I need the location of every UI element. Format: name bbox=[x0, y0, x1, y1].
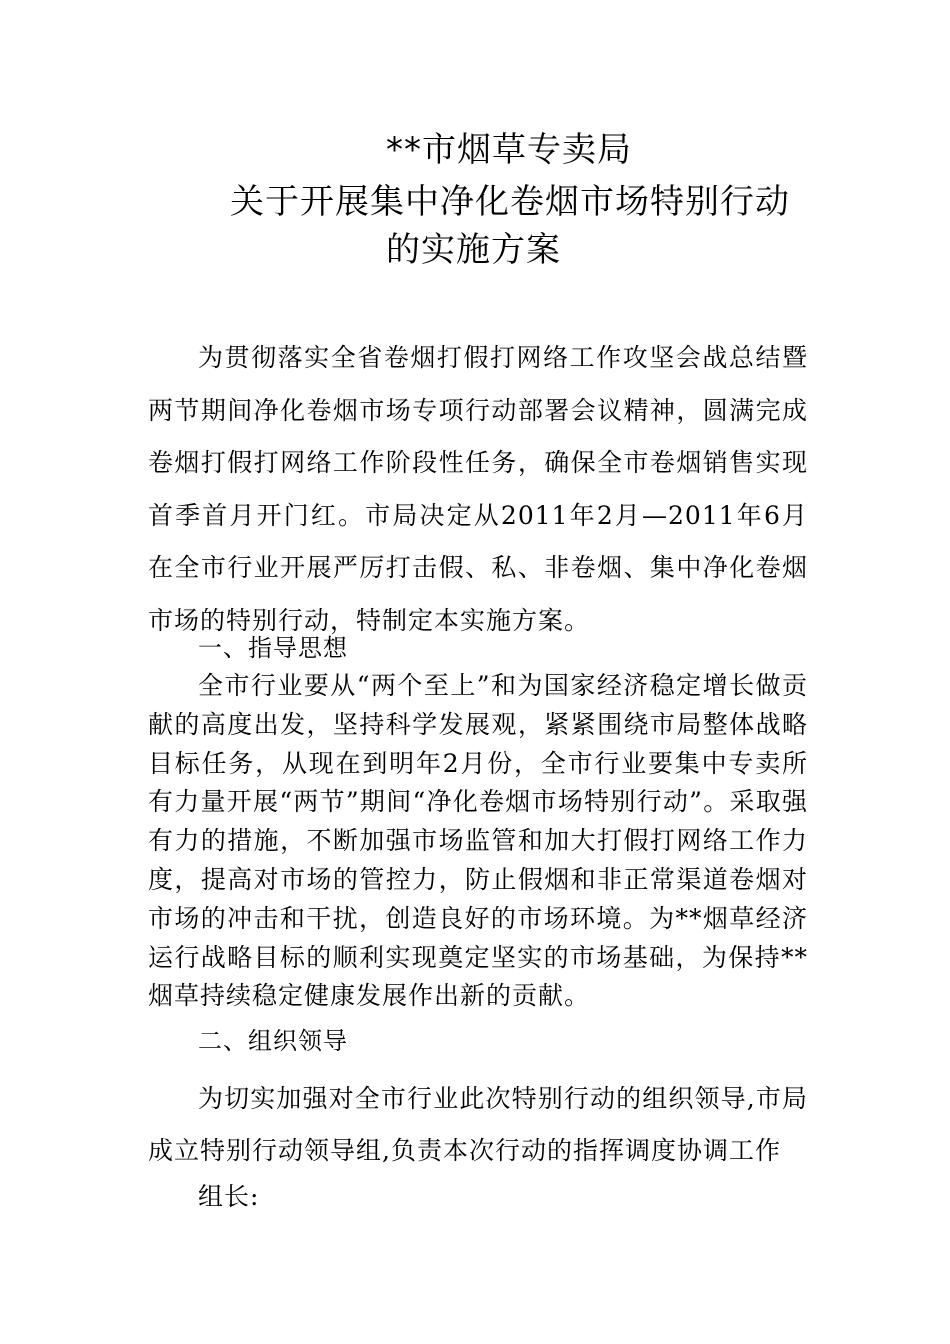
document-title-line-2: 关于开展集中净化卷烟市场特别行动 bbox=[230, 182, 790, 222]
group-leader-label: 组长: bbox=[198, 1182, 260, 1211]
section-body-guiding-thought: 全市行业要从“两个至上”和为国家经济稳定增长做贡献的高度出发，坚持科学发展观，紧紧围绕市局整体战略目标任务，从现在到明年2月份，全市行业要集中专卖所有力量开展“两节”期间“净化卷烟市场特别行动”。采取强有力的措施，不断加强市场监管和加大打假打网络工作力度，提高对市场的管控力，防止假烟和非正常渠道卷烟对市场的冲击和干扰，创造良好的市场环境。为**烟草经济运行战略目标的顺利实现奠定坚实的市场基础，为保持**烟草持续稳定健康发展作出新的贡献。 bbox=[148, 671, 808, 1011]
section-heading-guiding-thought: 一、指导思想 bbox=[198, 634, 348, 662]
intro-paragraph: 为贯彻落实全省卷烟打假打网络工作攻坚会战总结暨两节期间净化卷烟市场专项行动部署会议精神，圆满完成卷烟打假打网络工作阶段性任务，确保全市卷烟销售实现首季首月开门红。市局决定从2011年2月—2011年6月在全市行业开展严厉打击假、私、非卷烟、集中净化卷烟市场的特别行动，特制定本实施方案。 bbox=[148, 343, 808, 635]
section-heading-organization: 二、组织领导 bbox=[198, 1027, 348, 1055]
document-title-line-3: 的实施方案 bbox=[386, 230, 561, 270]
document-title-line-1: **市烟草专卖局 bbox=[386, 130, 632, 170]
section-body-organization: 为切实加强对全市行业此次特别行动的组织领导,市局成立特别行动领导组,负责本次行动的指挥调度协调工作 bbox=[148, 1084, 808, 1165]
